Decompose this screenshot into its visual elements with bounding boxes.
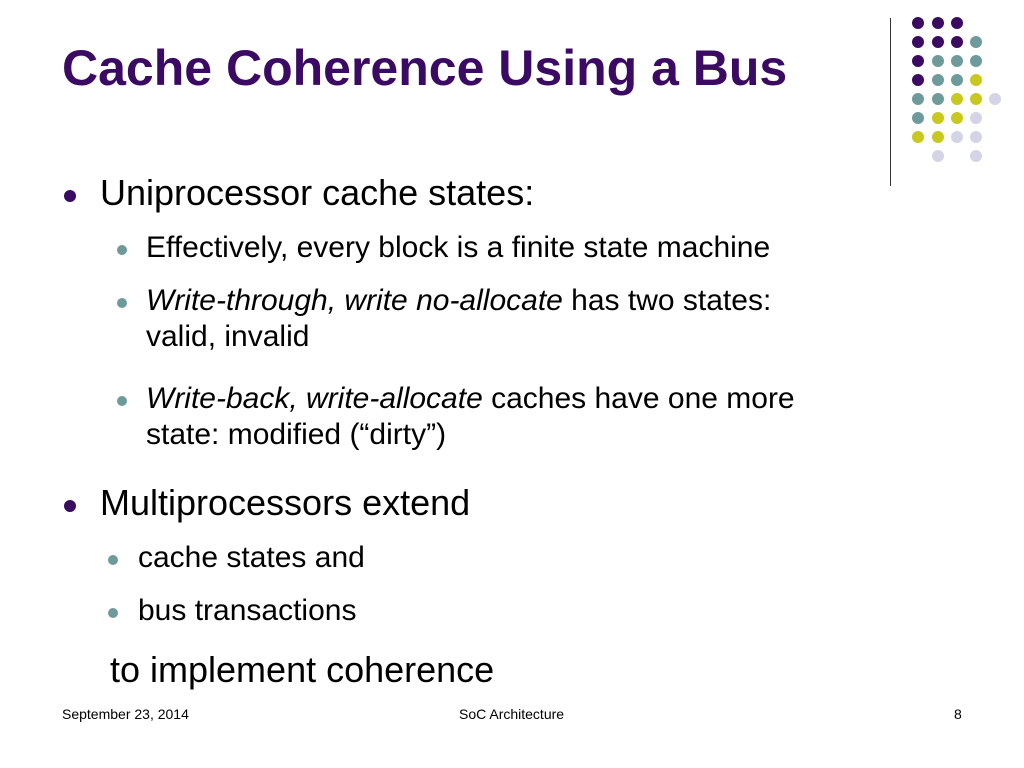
footer-center-text: SoC Architecture bbox=[459, 706, 565, 722]
decor-dot bbox=[932, 74, 944, 86]
sub-bullet-finite-state-machine: Effectively, every block is a finite state machine bbox=[146, 231, 771, 264]
decor-dot bbox=[970, 36, 982, 48]
decor-dot bbox=[970, 112, 982, 124]
sub-bullet-dot bbox=[117, 298, 127, 308]
sub-bullet-dot bbox=[108, 608, 118, 618]
sub-bullet-cache-states: cache states and bbox=[138, 541, 365, 574]
decor-dot bbox=[951, 55, 963, 67]
decor-dot bbox=[970, 150, 982, 162]
decor-dot bbox=[932, 112, 944, 124]
bullet-dot bbox=[64, 500, 76, 512]
bullet-uniprocessor: Uniprocessor cache states: bbox=[100, 172, 535, 213]
decor-dot bbox=[932, 150, 944, 162]
decor-dot bbox=[932, 131, 944, 143]
decor-dot bbox=[912, 17, 924, 29]
decor-dot bbox=[989, 93, 1001, 105]
decor-dot bbox=[912, 74, 924, 86]
write-back-desc-line2: state: modified (“dirty”) bbox=[146, 418, 447, 451]
write-through-desc: has two states: bbox=[562, 284, 772, 317]
decor-dot bbox=[932, 93, 944, 105]
sub-bullet-dot bbox=[117, 245, 127, 255]
decor-dot bbox=[951, 131, 963, 143]
footer-page-number: 8 bbox=[954, 706, 962, 722]
decor-dot bbox=[970, 74, 982, 86]
bullet-dot bbox=[64, 190, 76, 202]
decor-dot bbox=[932, 17, 944, 29]
decor-dot bbox=[970, 131, 982, 143]
decor-dot bbox=[912, 112, 924, 124]
write-through-desc-line2: valid, invalid bbox=[146, 320, 310, 353]
decor-dot bbox=[970, 55, 982, 67]
bullet-multiprocessors: Multiprocessors extend bbox=[100, 482, 471, 523]
write-back-desc: caches have one more bbox=[482, 382, 795, 415]
slide-title: Cache Coherence Using a Bus bbox=[62, 40, 788, 96]
decor-dot bbox=[951, 36, 963, 48]
sub-bullet-dot bbox=[117, 396, 127, 406]
decor-dot bbox=[951, 93, 963, 105]
title-divider-line bbox=[890, 18, 891, 186]
write-back-term: Write-back, write-allocate bbox=[146, 382, 483, 415]
decorative-dot-grid bbox=[0, 0, 1024, 200]
sub-bullet-dot bbox=[108, 555, 118, 565]
decor-dot bbox=[912, 131, 924, 143]
sub-bullet-write-through bbox=[146, 283, 771, 355]
decor-dot bbox=[932, 55, 944, 67]
decor-dot bbox=[932, 36, 944, 48]
sub-bullet-bus-transactions: bus transactions bbox=[138, 594, 357, 627]
decor-dot bbox=[912, 36, 924, 48]
sub-bullet-write-back bbox=[146, 381, 795, 453]
continuation-text: to implement coherence bbox=[110, 649, 495, 690]
write-through-term: Write-through, write no-allocate bbox=[146, 284, 563, 317]
decor-dot bbox=[951, 17, 963, 29]
decor-dot bbox=[912, 93, 924, 105]
footer-date: September 23, 2014 bbox=[62, 706, 189, 722]
decor-dot bbox=[951, 74, 963, 86]
decor-dot bbox=[951, 112, 963, 124]
decor-dot bbox=[970, 93, 982, 105]
decor-dot bbox=[912, 55, 924, 67]
